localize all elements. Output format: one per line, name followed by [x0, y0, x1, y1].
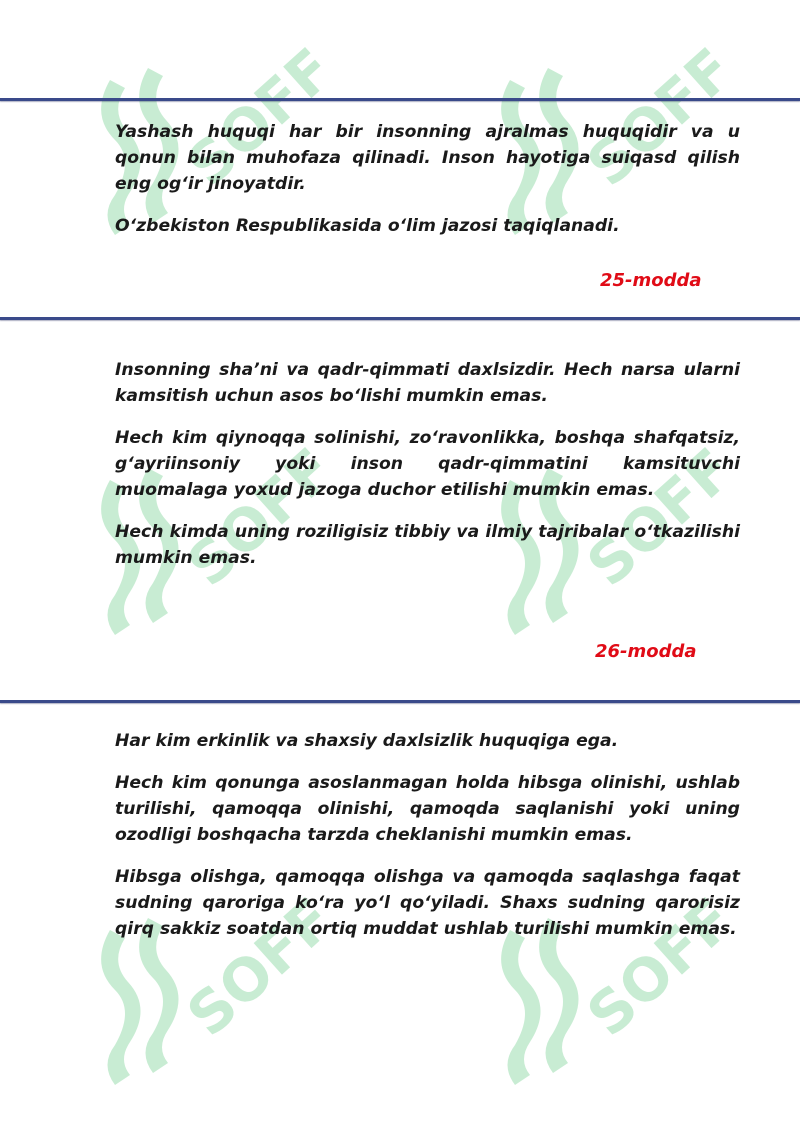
divider-top: [0, 98, 800, 101]
article-26-text: [115, 357, 740, 587]
divider: [0, 317, 800, 320]
article-27-text: [115, 728, 740, 958]
article-25-text: [115, 119, 740, 255]
paragraph: O‘zbekiston Respublikasida o‘lim jazosi taqiqlanadi.: [115, 216, 620, 236]
paragraph: Hibsga olishga, qamoqqa olishga va qamoqda saqlashga faqat sudning qaroriga ko‘ra yo‘l qo‘yiladi. Shaxs sudning qarorisiz qirq sakkiz soatdan ortiq muddat ushlab turilishi mumkin emas.: [115, 867, 740, 939]
paragraph: Yashash huquqi har bir insonning ajralmas huquqidir va u qonun bilan muhofaza qilinadi. Inson hayotiga suiqasd qilish eng og‘ir jinoyatdir.: [115, 122, 740, 194]
divider: [0, 700, 800, 703]
paragraph: Hech kimda uning roziligisiz tibbiy va ilmiy tajribalar o‘tkazilishi mumkin emas.: [115, 522, 740, 568]
article-number: 26-modda: [595, 641, 697, 662]
article-number: 25-modda: [600, 270, 702, 291]
paragraph: Hech kim qonunga asoslanmagan holda hibsga olinishi, ushlab turilishi, qamoqqa olinishi, qamoqda saqlanishi yoki uning ozodligi boshqacha tarzda cheklanishi mumkin emas.: [115, 773, 740, 845]
paragraph: Insonning sha’ni va qadr-qimmati daxlsizdir. Hech narsa ularni kamsitish uchun asos bo‘lishi mumkin emas.: [115, 360, 740, 406]
paragraph: Har kim erkinlik va shaxsiy daxlsizlik huquqiga ega.: [115, 731, 619, 751]
paragraph: Hech kim qiynoqqa solinishi, zo‘ravonlikka, boshqa shafqatsiz, g‘ayriinsoniy yoki inson qadr-qimmatini kamsituvchi muomalaga yoxud jazoga duchor etilishi mumkin emas.: [115, 428, 740, 500]
